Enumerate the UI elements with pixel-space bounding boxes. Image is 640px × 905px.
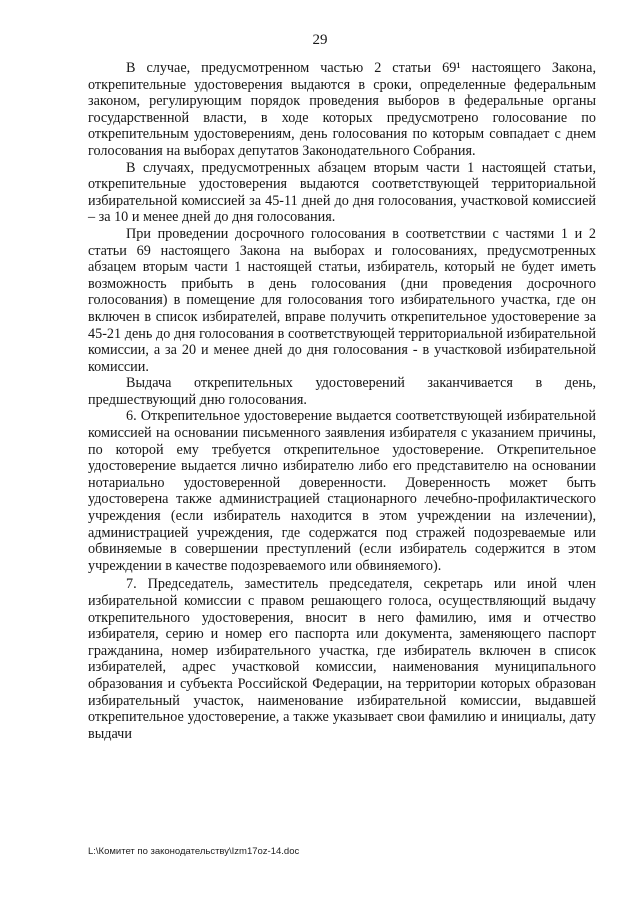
paragraph: В случае, предусмотренном частью 2 статьи 69¹ настоящего Закона, открепительные удостоверения выдаются в сроки, определенные федеральным законом, регулирующим порядок проведения выборов в федеральные органы государственной власти, в ходе которых предусмотрено голосование по открепительным удостоверениям, день голосования по которым совпадает с днем голосования на выборах депутатов Законодательного Собрания. [88, 60, 596, 159]
paragraph: 7. Председатель, заместитель председателя, секретарь или иной член избирательной комиссии с правом решающего голоса, осуществляющий выдачу открепительного удостоверения, вносит в него фамилию, имя и отчество избирателя, серию и номер его паспорта или документа, заменяющего паспорт гражданина, номер избирательного участка, где избиратель включен в список избирателей, адрес участковой комиссии, наименования муниципального образования и субъекта Российской Федерации, на территории которых образован избирательный участок, наименование избирательной комиссии, выдавшей открепительное удостоверение, а также указывает свои фамилию и инициалы, дату выдачи [88, 576, 596, 742]
document-body [88, 60, 596, 742]
paragraph: При проведении досрочного голосования в соответствии с частями 1 и 2 статьи 69 настоящего Закона на выборах и голосованиях, предусмотренных абзацем вторым части 1 настоящей статьи, избиратель, который не будет иметь возможность прибыть в день голосования (дни проведения досрочного голосования) в помещение для голосования того избирательного участка, где он включен в список избирателей, вправе получить открепительное удостоверение за 45-21 день до дня голосования в соответствующей территориальной избирательной комиссии, а за 20 и менее дней до дня голосования - в участковой избирательной комиссии. [88, 225, 596, 375]
paragraph: В случаях, предусмотренных абзацем вторым части 1 настоящей статьи, открепительные удостоверения выдаются соответствующей территориальной избирательной комиссией за 45-11 дней до дня голосования, участковой комиссией – за 10 и менее дней до дня голосования. [88, 159, 596, 226]
footer-file-path: L:\Комитет по законодательству\Izm17oz-14.doc [88, 846, 300, 857]
page-number: 29 [312, 32, 328, 48]
paragraph: 6. Открепительное удостоверение выдается соответствующей избирательной комиссией на основании письменного заявления избирателя с указанием причины, по которой ему требуется открепительное удостоверение. Открепительное удостоверение выдается лично избирателю либо его представителю на основании нотариально удостоверенной доверенности. Доверенность может быть удостоверена также администрацией стационарного лечебно-профилактического учреждения (если избиратель находится в этом учреждении на излечении), администрацией учреждения, где содержатся под стражей подозреваемые или обвиняемые в совершении преступлений (если избиратель содержится в этом учреждении в качестве подозреваемого или обвиняемого). [88, 408, 596, 574]
paragraph: Выдача открепительных удостоверений заканчивается в день, предшествующий дню голосования. [88, 375, 596, 408]
